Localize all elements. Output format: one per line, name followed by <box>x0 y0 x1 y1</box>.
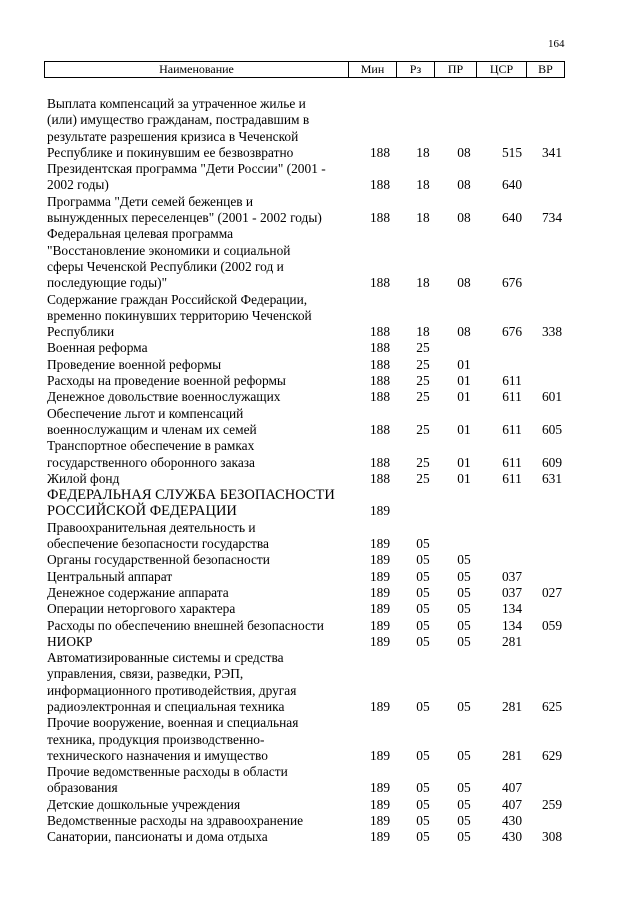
row-name-line: результате разрешения кризиса в Чеченской <box>47 128 299 144</box>
row-name <box>47 471 347 487</box>
row-csr-code: 640 <box>501 177 523 193</box>
row-name-line: Расходы на проведение военной реформы <box>47 373 286 389</box>
row-vr-code: 308 <box>541 829 563 845</box>
row-csr-code: 407 <box>501 780 523 796</box>
row-name <box>47 569 347 585</box>
row-name-line: информационного противодействия, другая <box>47 682 297 698</box>
row-pr-code: 08 <box>457 210 471 226</box>
table-row <box>47 715 567 764</box>
row-pr-code: 08 <box>457 144 471 160</box>
row-min-code: 189 <box>369 617 391 633</box>
row-csr-code: 611 <box>502 421 522 437</box>
row-csr-code: 281 <box>501 747 523 763</box>
table-row <box>47 438 567 471</box>
row-rz-code: 25 <box>416 356 430 372</box>
row-name-line: Выплата компенсаций за утраченное жилье и <box>47 96 306 111</box>
header-name: Наименование <box>45 62 349 78</box>
row-min-code: 188 <box>369 356 391 372</box>
table-row <box>47 389 567 405</box>
row-name <box>47 389 347 405</box>
row-csr-code: 134 <box>501 601 523 617</box>
row-csr-code: 134 <box>501 617 523 633</box>
row-name-line: государственного оборонного заказа <box>47 454 256 470</box>
row-rz-code: 05 <box>416 780 430 796</box>
row-min-code: 189 <box>369 503 391 519</box>
row-name <box>47 829 347 845</box>
table-row <box>47 585 567 601</box>
row-pr-code: 01 <box>457 470 471 486</box>
row-csr-code: 037 <box>501 584 523 600</box>
row-rz-code: 05 <box>416 829 430 845</box>
table-row <box>47 194 567 227</box>
row-min-code: 189 <box>369 601 391 617</box>
row-pr-code: 05 <box>457 617 471 633</box>
row-name-line: Ведомственные расходы на здравоохранение <box>47 813 304 829</box>
row-pr-code: 01 <box>457 356 471 372</box>
row-rz-code: 25 <box>416 389 430 405</box>
table-row <box>47 634 567 650</box>
row-name-line: Республике и покинувшим ее безвозвратно <box>47 144 294 160</box>
row-min-code: 189 <box>369 829 391 845</box>
row-min-code: 188 <box>369 177 391 193</box>
row-name-line: последующие годы)" <box>47 275 168 291</box>
table-row <box>47 797 567 813</box>
row-name-line: Автоматизированные системы и средства <box>47 650 284 666</box>
row-vr-code: 341 <box>541 144 563 160</box>
table-row <box>47 813 567 829</box>
table-row <box>47 552 567 568</box>
row-csr-code: 407 <box>501 796 523 812</box>
row-csr-code: 611 <box>502 373 522 389</box>
row-name-line: Прочие вооружение, военная и специальная <box>47 715 299 731</box>
row-name-line: Расходы по обеспечению внешней безопасности <box>47 617 324 633</box>
row-min-code: 188 <box>369 144 391 160</box>
row-pr-code: 05 <box>457 601 471 617</box>
table-row <box>47 764 567 797</box>
row-rz-code: 18 <box>416 275 430 291</box>
row-pr-code: 08 <box>457 275 471 291</box>
row-name <box>47 797 347 813</box>
row-name-line: сферы Чеченской Республики (2002 год и <box>47 258 284 274</box>
row-vr-code: 734 <box>541 210 563 226</box>
row-rz-code: 18 <box>416 210 430 226</box>
row-name <box>47 715 347 764</box>
table-row <box>47 601 567 617</box>
row-name <box>47 438 347 471</box>
row-min-code: 188 <box>369 275 391 291</box>
row-rz-code: 05 <box>416 747 430 763</box>
row-name-line: техника, продукция производственно- <box>47 731 265 747</box>
row-name-line: Центральный аппарат <box>47 568 173 584</box>
header-csr: ЦСР <box>477 62 527 78</box>
row-pr-code: 05 <box>457 796 471 812</box>
row-min-code: 188 <box>369 454 391 470</box>
row-pr-code: 05 <box>457 633 471 649</box>
row-min-code: 188 <box>369 373 391 389</box>
row-pr-code: 01 <box>457 389 471 405</box>
row-vr-code: 625 <box>541 698 563 714</box>
row-name <box>47 487 347 520</box>
row-name-line: Республики <box>47 324 115 340</box>
row-name-line: обеспечение безопасности государства <box>47 536 269 552</box>
row-name-line: Жилой фонд <box>47 470 120 486</box>
row-min-code: 189 <box>369 633 391 649</box>
row-pr-code: 05 <box>457 584 471 600</box>
row-csr-code: 430 <box>501 813 523 829</box>
row-pr-code: 01 <box>457 373 471 389</box>
row-vr-code: 629 <box>541 747 563 763</box>
row-pr-code: 05 <box>457 552 471 568</box>
row-name-line: Содержание граждан Российской Федерации, <box>47 291 308 307</box>
row-min-code: 189 <box>369 552 391 568</box>
row-rz-code: 05 <box>416 633 430 649</box>
budget-table-body <box>47 96 567 846</box>
row-name <box>47 161 347 194</box>
row-name <box>47 634 347 650</box>
row-min-code: 189 <box>369 813 391 829</box>
row-name <box>47 96 347 161</box>
row-pr-code: 05 <box>457 698 471 714</box>
row-csr-code: 611 <box>502 454 522 470</box>
row-name-line: (или) имущество гражданам, пострадавшим в <box>47 112 310 128</box>
row-name <box>47 764 347 797</box>
row-pr-code: 05 <box>457 747 471 763</box>
row-name-line: Федеральная целевая программа <box>47 226 234 242</box>
table-row <box>47 406 567 439</box>
row-name <box>47 357 347 373</box>
row-rz-code: 05 <box>416 536 430 552</box>
row-csr-code: 676 <box>501 324 523 340</box>
row-rz-code: 05 <box>416 584 430 600</box>
header-pr: ПР <box>435 62 477 78</box>
row-vr-code: 605 <box>541 421 563 437</box>
column-header-row <box>45 62 565 78</box>
row-name-line: Детские дошкольные учреждения <box>47 796 241 812</box>
table-row <box>47 618 567 634</box>
row-csr-code: 611 <box>502 470 522 486</box>
row-min-code: 189 <box>369 584 391 600</box>
row-name-line: временно покинувших территорию Чеченской <box>47 307 312 323</box>
table-row <box>47 650 567 715</box>
row-rz-code: 05 <box>416 813 430 829</box>
row-min-code: 188 <box>369 470 391 486</box>
row-name <box>47 601 347 617</box>
row-pr-code: 01 <box>457 421 471 437</box>
row-name <box>47 650 347 715</box>
row-min-code: 189 <box>369 780 391 796</box>
row-vr-code: 609 <box>541 454 563 470</box>
row-min-code: 189 <box>369 796 391 812</box>
row-min-code: 188 <box>369 421 391 437</box>
row-name-line: "Восстановление экономики и социальной <box>47 242 291 258</box>
row-rz-code: 05 <box>416 796 430 812</box>
row-name-line: Санатории, пансионаты и дома отдыха <box>47 829 268 845</box>
row-csr-code: 611 <box>502 389 522 405</box>
row-name <box>47 226 347 291</box>
row-min-code: 188 <box>369 389 391 405</box>
row-csr-code: 515 <box>501 144 523 160</box>
row-name <box>47 292 347 341</box>
row-name-line: образования <box>47 780 118 796</box>
row-name-line: ФЕДЕРАЛЬНАЯ СЛУЖБА БЕЗОПАСНОСТИ <box>47 487 335 504</box>
row-name-line: 2002 годы) <box>47 177 109 193</box>
table-row <box>47 487 567 520</box>
table-row <box>47 520 567 553</box>
row-vr-code: 601 <box>541 389 563 405</box>
table-row <box>47 471 567 487</box>
table-row <box>47 96 567 161</box>
row-rz-code: 05 <box>416 552 430 568</box>
row-pr-code: 05 <box>457 568 471 584</box>
row-csr-code: 281 <box>501 698 523 714</box>
row-vr-code: 631 <box>541 470 563 486</box>
row-name-line: радиоэлектронная и специальная техника <box>47 698 285 714</box>
header-rz: Рз <box>397 62 435 78</box>
row-name-line: Денежное довольствие военнослужащих <box>47 389 281 405</box>
row-vr-code: 059 <box>541 617 563 633</box>
row-rz-code: 25 <box>416 454 430 470</box>
row-name-line: Президентская программа "Дети России" (2001 - <box>47 161 326 177</box>
row-name-line: Транспортное обеспечение в рамках <box>47 438 255 454</box>
row-min-code: 188 <box>369 340 391 356</box>
header-vr: ВР <box>527 62 565 78</box>
row-name-line: РОССИЙСКОЙ ФЕДЕРАЦИИ <box>47 503 237 520</box>
row-rz-code: 05 <box>416 617 430 633</box>
row-name-line: Проведение военной реформы <box>47 356 222 372</box>
row-rz-code: 25 <box>416 421 430 437</box>
row-vr-code: 338 <box>541 324 563 340</box>
row-pr-code: 05 <box>457 780 471 796</box>
row-csr-code: 676 <box>501 275 523 291</box>
table-row <box>47 340 567 356</box>
row-min-code: 188 <box>369 324 391 340</box>
row-min-code: 189 <box>369 698 391 714</box>
row-rz-code: 05 <box>416 568 430 584</box>
row-name <box>47 340 347 356</box>
row-csr-code: 037 <box>501 568 523 584</box>
row-pr-code: 08 <box>457 177 471 193</box>
row-name <box>47 585 347 601</box>
row-min-code: 188 <box>369 210 391 226</box>
row-pr-code: 05 <box>457 829 471 845</box>
row-name-line: технического назначения и имущество <box>47 747 268 763</box>
table-row <box>47 161 567 194</box>
row-name <box>47 406 347 439</box>
row-name <box>47 373 347 389</box>
table-row <box>47 357 567 373</box>
row-min-code: 189 <box>369 536 391 552</box>
row-rz-code: 25 <box>416 340 430 356</box>
row-rz-code: 18 <box>416 144 430 160</box>
row-rz-code: 25 <box>416 470 430 486</box>
row-rz-code: 25 <box>416 373 430 389</box>
row-csr-code: 430 <box>501 829 523 845</box>
row-rz-code: 18 <box>416 324 430 340</box>
row-name-line: Обеспечение льгот и компенсаций <box>47 405 244 421</box>
row-name <box>47 520 347 553</box>
row-rz-code: 05 <box>416 601 430 617</box>
table-row <box>47 373 567 389</box>
row-name <box>47 618 347 634</box>
row-name-line: Программа "Дети семей беженцев и <box>47 193 254 209</box>
row-name-line: Правоохранительная деятельность и <box>47 519 256 535</box>
row-name-line: военнослужащим и членам их семей <box>47 421 257 437</box>
table-row <box>47 226 567 291</box>
row-csr-code: 640 <box>501 210 523 226</box>
row-min-code: 189 <box>369 568 391 584</box>
row-pr-code: 01 <box>457 454 471 470</box>
row-name-line: вынужденных переселенцев" (2001 - 2002 годы) <box>47 210 322 226</box>
row-pr-code: 08 <box>457 324 471 340</box>
row-name-line: Органы государственной безопасности <box>47 552 270 568</box>
row-min-code: 189 <box>369 747 391 763</box>
row-pr-code: 05 <box>457 813 471 829</box>
row-rz-code: 18 <box>416 177 430 193</box>
row-csr-code: 281 <box>501 633 523 649</box>
table-row <box>47 292 567 341</box>
table-row <box>47 829 567 845</box>
row-vr-code: 027 <box>541 584 563 600</box>
column-header-table <box>44 61 565 78</box>
row-name-line: Денежное содержание аппарата <box>47 584 229 600</box>
row-name-line: Военная реформа <box>47 340 148 356</box>
row-rz-code: 05 <box>416 698 430 714</box>
row-name-line: Прочие ведомственные расходы в области <box>47 764 288 780</box>
row-name <box>47 552 347 568</box>
header-min: Мин <box>349 62 397 78</box>
row-name <box>47 813 347 829</box>
row-name-line: управления, связи, разведки, РЭП, <box>47 666 244 682</box>
table-row <box>47 569 567 585</box>
page-number: 164 <box>548 38 565 50</box>
row-vr-code: 259 <box>541 796 563 812</box>
row-name-line: Операции неторгового характера <box>47 601 236 617</box>
row-name-line: НИОКР <box>47 633 93 649</box>
row-name <box>47 194 347 227</box>
